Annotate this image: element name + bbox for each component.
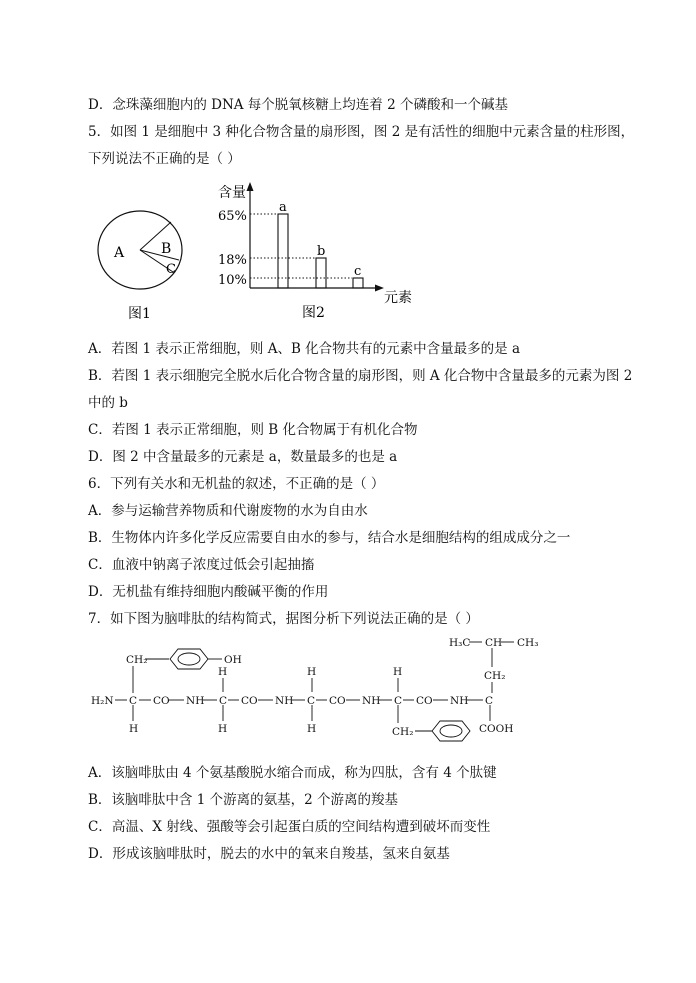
co-1: CO <box>153 695 170 707</box>
q5-option-c: C．若图 1 表示正常细胞，则 B 化合物属于有机化合物 <box>88 422 418 438</box>
q5-option-b-line1: B．若图 1 表示细胞完全脱水后化合物含量的扇形图，则 A 化合物中含量最多的元素为图 2 <box>88 368 633 384</box>
q6-option-d: D．无机盐有维持细胞内酸碱平衡的作用 <box>88 584 329 600</box>
q6-option-c: C．血液中钠离子浓度过低会引起抽搐 <box>88 557 315 573</box>
oh-label: OH <box>224 654 242 666</box>
co-4: CO <box>416 695 433 707</box>
nh-1: NH <box>186 695 205 707</box>
q7-stem: 7．如下图为脑啡肽的结构简式，据图分析下列说法正确的是（ ） <box>88 611 479 627</box>
ch2-phe: CH₂ <box>392 726 414 738</box>
pie-label-c: C <box>166 262 176 277</box>
ch2-tyr: CH₂ <box>126 654 148 666</box>
c-1: C <box>129 695 138 707</box>
enkephalin-structure <box>85 632 555 744</box>
q5-option-d: D．图 2 中含量最多的元素是 a，数量最多的也是 a <box>88 449 398 465</box>
ch2-leu: CH₂ <box>484 670 506 682</box>
q5-stem-line1: 5．如图 1 是细胞中 3 种化合物含量的扇形图，图 2 是有活性的细胞中元素含量的柱形图， <box>88 124 635 140</box>
c-4: C <box>394 695 403 707</box>
c-2: C <box>219 695 228 707</box>
top-chain-h3c: H₃C <box>449 637 471 649</box>
h-top-4: H <box>393 666 403 678</box>
h-bottom-3: H <box>307 723 317 735</box>
figure2-bar-chart <box>210 180 430 325</box>
cooh-label: COOH <box>479 723 514 735</box>
y-tick-18: 18% <box>218 253 247 268</box>
q6-option-b: B．生物体内许多化学反应需要自由水的参与，结合水是细胞结构的组成成分之一 <box>88 530 571 546</box>
h-bottom-2: H <box>218 723 228 735</box>
bar-label-b: b <box>317 244 326 259</box>
h-top-2: H <box>218 666 228 678</box>
q7-option-a: A．该脑啡肽由 4 个氨基酸脱水缩合而成，称为四肽，含有 4 个肽键 <box>88 765 497 781</box>
top-chain-ch: CH <box>485 637 503 649</box>
nh-2: NH <box>275 695 294 707</box>
y-axis-title: 含量 <box>218 185 246 201</box>
figure2-caption: 图2 <box>302 305 325 321</box>
q6-option-a: A．参与运输营养物质和代谢废物的水为自由水 <box>88 503 368 519</box>
co-3: CO <box>329 695 346 707</box>
nh-4: NH <box>450 695 469 707</box>
bar-c <box>353 278 363 288</box>
q4-option-d: D．念珠藻细胞内的 DNA 每个脱氧核糖上均连着 2 个磷酸和一个碱基 <box>88 97 508 113</box>
c-3: C <box>307 695 316 707</box>
c-5: C <box>485 695 494 707</box>
y-tick-10: 10% <box>218 273 247 288</box>
h-top-3: H <box>307 666 317 678</box>
pie-label-b: B <box>161 241 172 257</box>
h2n-label: H₂N <box>91 695 114 707</box>
figure1-pie <box>88 205 198 325</box>
bar-label-a: a <box>279 200 287 215</box>
x-axis-title: 元素 <box>384 290 412 306</box>
figure1-caption: 图1 <box>128 306 151 322</box>
y-tick-65: 65% <box>218 209 247 224</box>
bar-label-c: c <box>354 264 362 279</box>
q5-option-a: A．若图 1 表示正常细胞，则 A、B 化合物共有的元素中含量最多的是 a <box>88 341 521 357</box>
q7-option-d: D．形成该脑啡肽时，脱去的水中的氧来自羧基，氢来自氨基 <box>88 846 450 862</box>
bar-b <box>316 258 326 288</box>
q7-option-b: B．该脑啡肽中含 1 个游离的氨基，2 个游离的羧基 <box>88 792 398 808</box>
q5-stem-line2: 下列说法不正确的是（ ） <box>88 151 241 167</box>
q7-option-c: C．高温、X 射线、强酸等会引起蛋白质的空间结构遭到破坏而变性 <box>88 819 491 835</box>
q5-option-b-line2: 中的 b <box>88 395 128 411</box>
top-chain-ch3: CH₃ <box>517 637 539 649</box>
h-bottom-1: H <box>129 723 139 735</box>
nh-3: NH <box>362 695 381 707</box>
bar-a <box>278 214 288 288</box>
q6-stem: 6．下列有关水和无机盐的叙述，不正确的是（ ） <box>88 476 385 492</box>
co-2: CO <box>241 695 258 707</box>
pie-label-a: A <box>114 245 125 261</box>
